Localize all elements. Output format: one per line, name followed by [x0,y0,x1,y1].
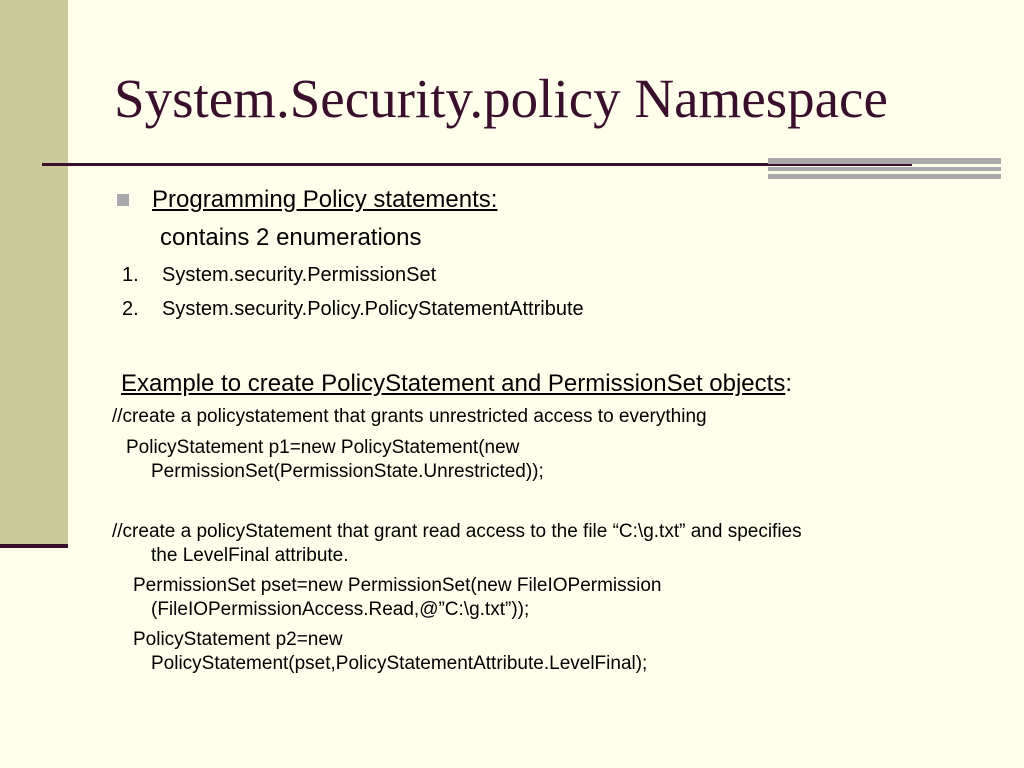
code-comment-1: //create a policystatement that grants unrestricted access to everything [112,406,707,427]
example-heading [121,369,792,399]
code-line: PolicyStatement p1=new PolicyStatement(new [126,437,520,458]
code-line: PermissionSet(PermissionState.Unrestricted)); [151,461,544,482]
bullet-heading: Programming Policy statements: [152,186,498,213]
code-line: PermissionSet pset=new PermissionSet(new FileIOPermission [133,575,662,596]
code-line: PolicyStatement(pset,PolicyStatementAttribute.LevelFinal); [151,653,648,674]
code-comment-2-cont: the LevelFinal attribute. [151,545,349,566]
left-bar-accent [0,544,68,548]
example-heading-colon: : [785,370,792,397]
enumeration-text: System.security.PermissionSet [162,264,437,286]
enumeration-item-2 [122,297,584,321]
code-line: PolicyStatement p2=new [133,629,343,650]
slide-title: System.Security.policy Namespace [114,68,888,129]
enumeration-item-1 [122,263,436,287]
bullet-subtext: contains 2 enumerations [160,224,422,251]
code-line: (FileIOPermissionAccess.Read,@”C:\g.txt”)); [151,599,530,620]
corner-stripes-decoration [768,158,1001,179]
left-decorative-bar [0,0,68,545]
bullet-square-icon [117,194,129,206]
enumeration-number: 2. [122,298,139,320]
example-heading-text: Example to create PolicyStatement and PermissionSet objects [121,370,786,397]
enumeration-text: System.security.Policy.PolicyStatementAttribute [162,298,584,320]
code-comment-2: //create a policyStatement that grant read access to the file “C:\g.txt” and specifies [112,521,802,542]
enumeration-number: 1. [122,264,139,286]
